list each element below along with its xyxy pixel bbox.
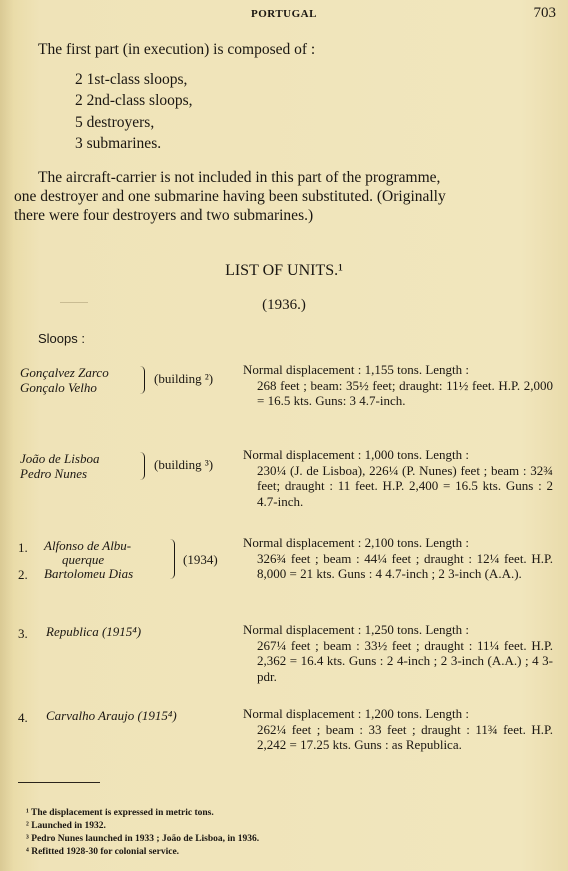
ship-name: Bartolomeu Dias (44, 566, 134, 581)
description-first-line: Normal displacement : 1,155 tons. Length : (243, 362, 470, 377)
ship-name: Republica (1915⁴) (46, 624, 142, 639)
description-rest: 230¼ (J. de Lisboa), 226¼ (P. Nunes) feet ; beam : 32¾ feet; draught : 11 feet. H.P. 2,400 = 16.5 kts. Guns : 2 4.7-inch. (257, 462, 553, 509)
description-rest: 267¼ feet ; beam : 33½ feet ; draught : 11¼ feet. H.P. 2,362 = 16.4 kts. Guns : 2 4-inch ; 2 3-inch (A.A.) ; 4 3-pdr. (257, 637, 553, 684)
list-title: LIST OF UNITS.¹ (225, 262, 343, 279)
ship-name: Gonçalvez Zarco (20, 365, 109, 380)
paragraph-line: there were four destroyers and two submarines.) (14, 207, 314, 224)
description-first-line: Normal displacement : 1,200 tons. Length : (243, 706, 470, 721)
description-first-line: Normal displacement : 2,100 tons. Length : (243, 535, 470, 550)
section-label: Sloops : (38, 331, 85, 346)
list-item: 2 1st-class sloops, (75, 71, 188, 88)
divider (60, 302, 88, 303)
status-label: (building ²) (154, 371, 214, 386)
ship-name: Gonçalo Velho (20, 380, 97, 395)
brace (140, 452, 145, 480)
brace (170, 539, 175, 579)
unit-description (243, 447, 553, 509)
brace (140, 366, 145, 394)
unit-description (243, 706, 553, 753)
description-rest: 262¼ feet ; beam : 33 feet ; draught : 11¾ feet. H.P. 2,242 = 17.25 kts. Guns : as Republica. (257, 721, 553, 752)
unit-number: 2. (18, 567, 28, 582)
list-item: 3 submarines. (75, 135, 162, 152)
description-first-line: Normal displacement : 1,250 tons. Length : (243, 622, 470, 637)
intro-text: The first part (in execution) is composed of : (38, 41, 316, 58)
running-header: PORTUGAL (251, 8, 317, 20)
ship-name: Pedro Nunes (20, 466, 88, 481)
unit-number: 4. (18, 710, 28, 725)
ship-name: Carvalho Araujo (1915⁴) (46, 708, 177, 723)
paragraph-line: one destroyer and one submarine having been substituted. (Originally (14, 188, 446, 205)
description-rest: 326¾ feet ; beam : 44¼ feet ; draught : 12¼ feet. H.P. 8,000 = 21 kts. Guns : 4 4.7-inch ; 2 3-inch (A.A.). (257, 550, 553, 581)
unit-number: 1. (18, 540, 28, 555)
list-item: 5 destroyers, (75, 114, 155, 131)
footnote: ¹ The displacement is expressed in metric tons. (26, 808, 214, 818)
unit-description (243, 362, 553, 409)
paragraph-line: The aircraft-carrier is not included in this part of the programme, (38, 169, 441, 186)
footnote: ² Launched in 1932. (26, 821, 106, 831)
footnote: ⁴ Refitted 1928-30 for colonial service. (26, 847, 180, 857)
description-rest: 268 feet ; beam: 35½ feet; draught: 11½ feet. H.P. 2,000 = 16.5 kts. Guns: 3 4.7-inch. (257, 377, 553, 408)
footnote: ³ Pedro Nunes launched in 1933 ; João de Lisboa, in 1936. (26, 834, 260, 844)
unit-number: 3. (18, 626, 28, 641)
description-first-line: Normal displacement : 1,000 tons. Length : (243, 447, 470, 462)
ship-name: Alfonso de Albu- (44, 538, 132, 553)
page-number: 703 (533, 5, 556, 21)
unit-description (243, 535, 553, 582)
status-label: (building ³) (154, 457, 214, 472)
unit-description (243, 622, 553, 684)
ship-name: João de Lisboa (20, 451, 100, 466)
list-item: 2 2nd-class sloops, (75, 92, 193, 109)
status-label: (1934) (183, 552, 218, 567)
ship-name: querque (62, 552, 105, 567)
year-label: (1936.) (262, 297, 306, 313)
footnote-rule (18, 782, 100, 783)
